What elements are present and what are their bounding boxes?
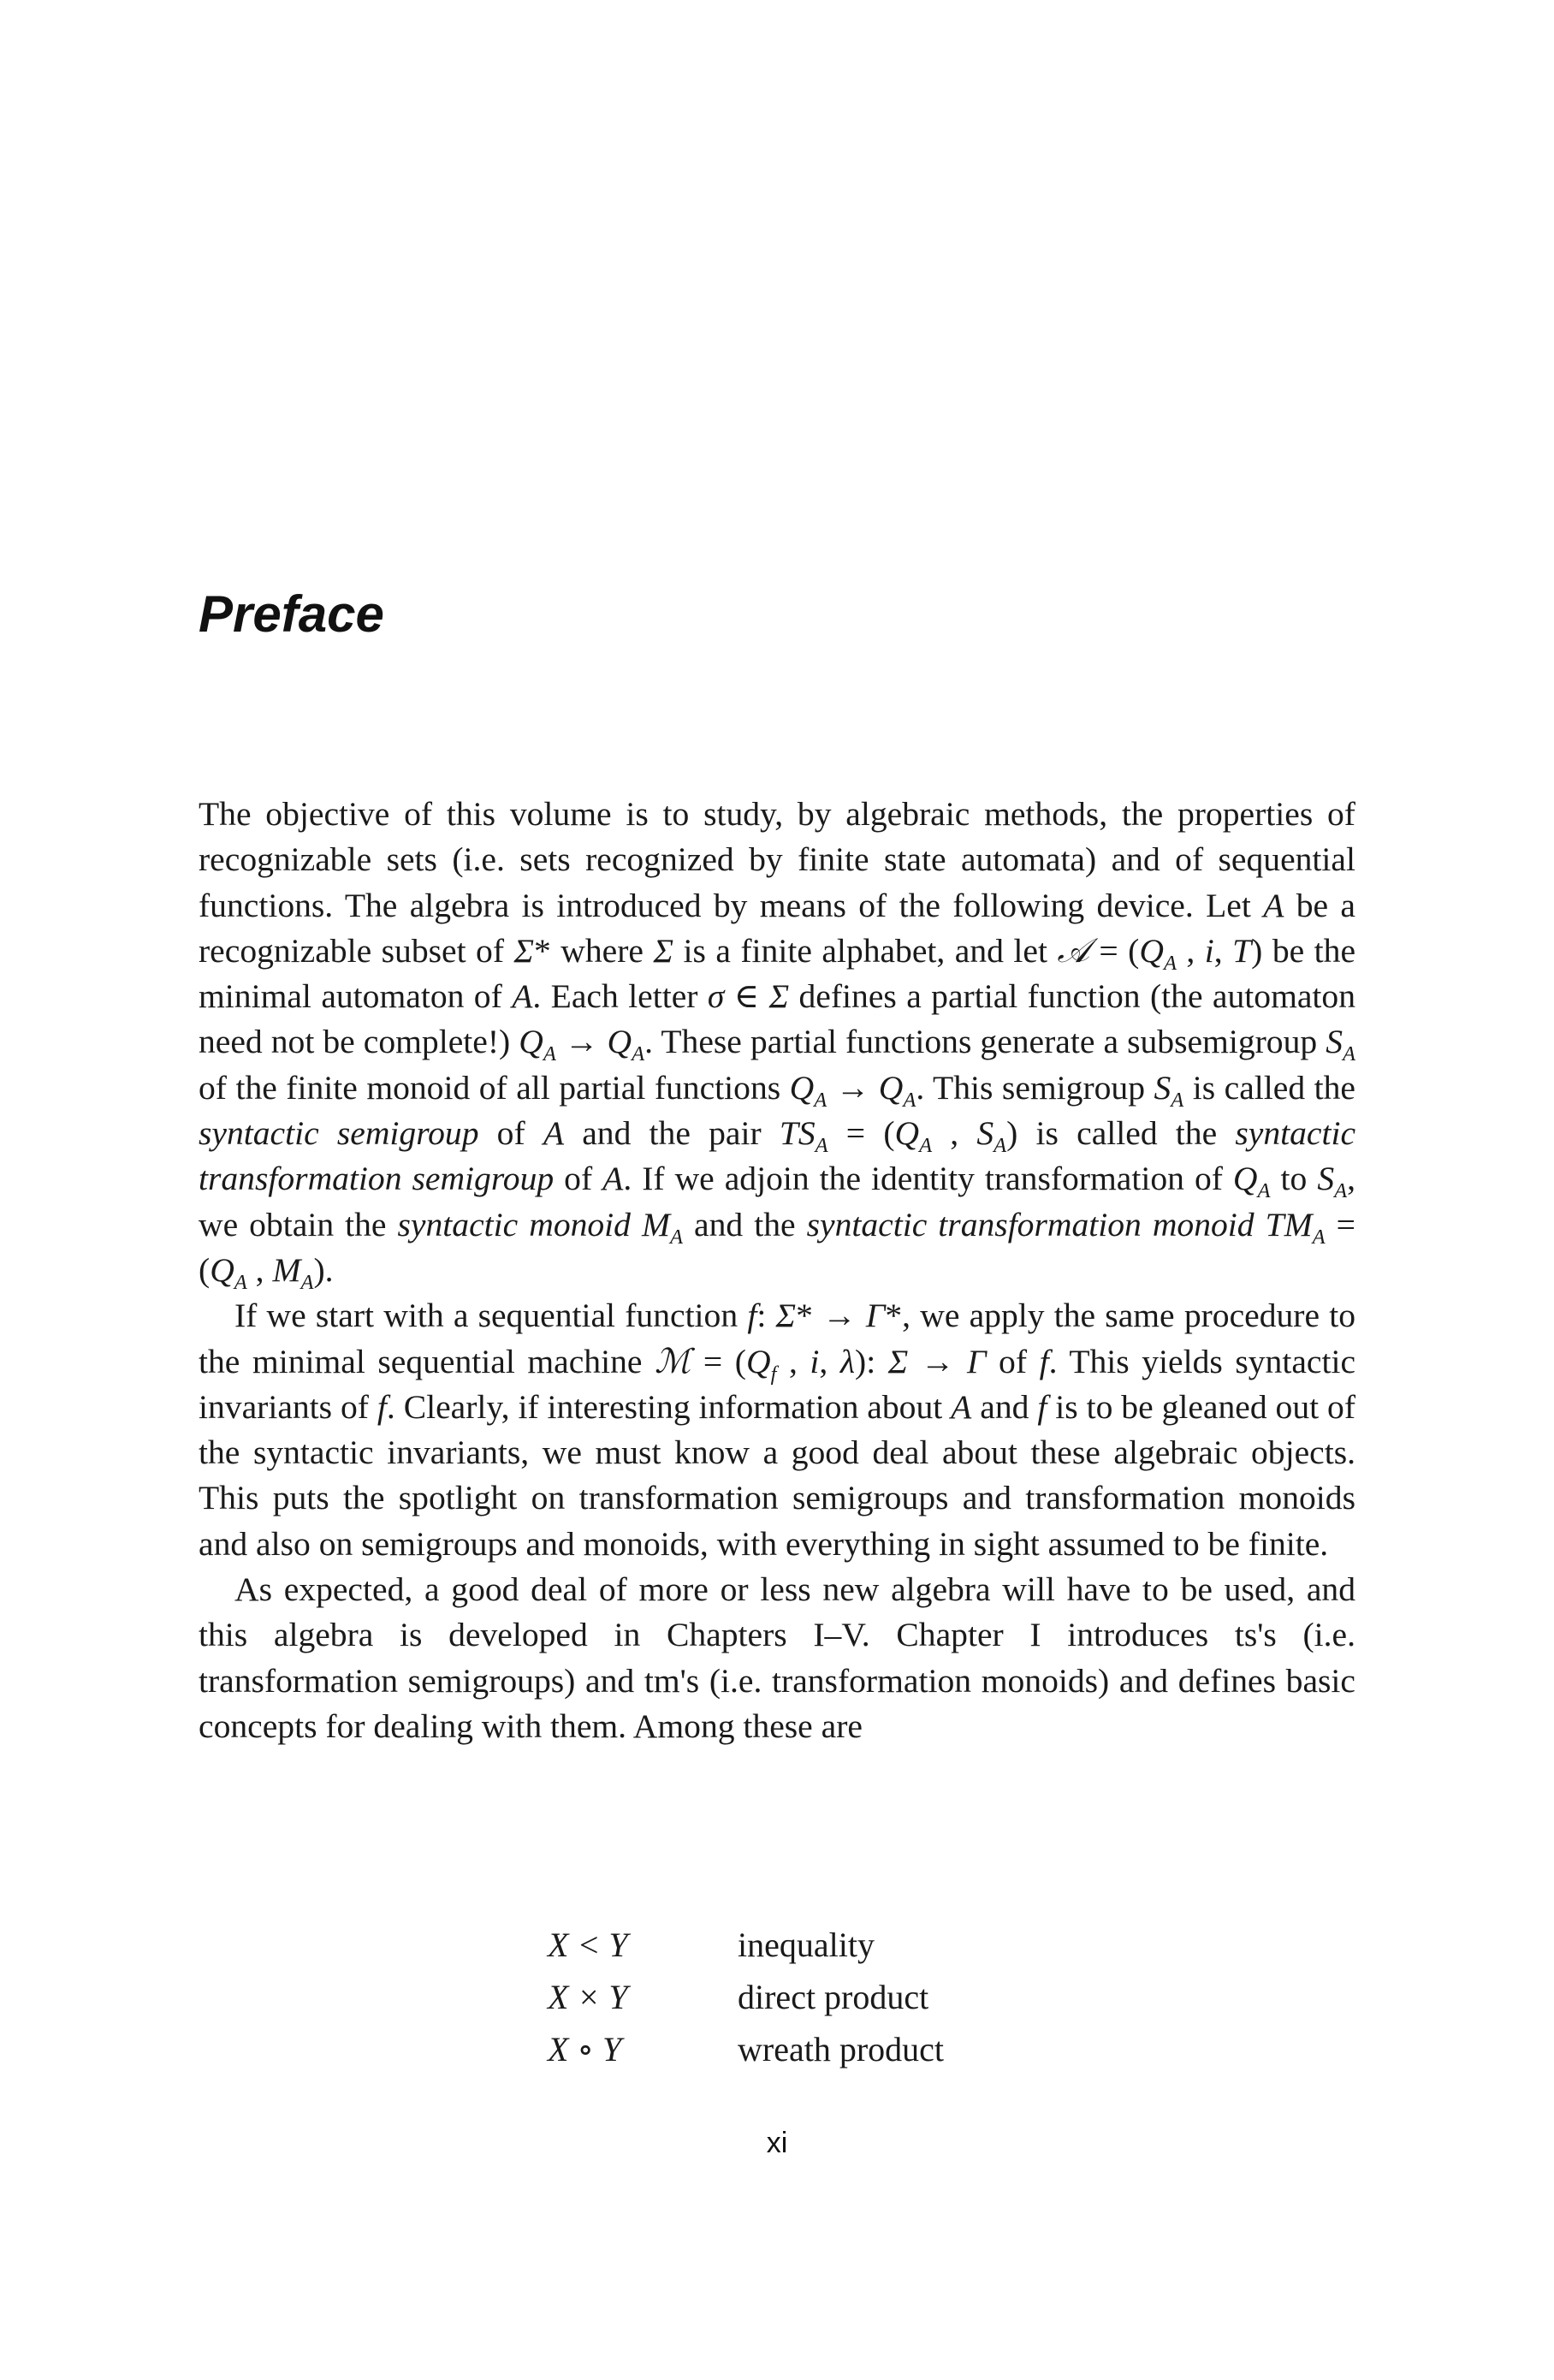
term-syntactic-tm: syntactic transformation monoid	[806, 1205, 1254, 1243]
operation-row	[548, 1971, 944, 2023]
operation-row	[548, 2023, 944, 2075]
operation-description: wreath product	[738, 2030, 945, 2068]
paragraph-2: If we start with a sequential function f: Σ* → Γ*, we apply the same procedure to the minimal sequential machine ℳ = ($Q_f$ , i, λ): Σ → Γ of f. This yields syntactic invariants of f. Clearly, if interesting information about A and f is to be gleaned out of the syntactic invariants, we must know a good deal about these algebraic objects. This puts the spotlight on transformation semigroups and transformation monoids and also on semigroups and monoids, with everything in sight assumed to be finite.	[199, 1297, 1356, 1563]
operation-description: inequality	[738, 1926, 875, 1964]
term-syntactic-ts: syntactic transformation semigroup	[199, 1114, 1356, 1198]
paragraph-3: As expected, a good deal of more or less new algebra will have to be used, and this algebra is developed in Chapters I–V. Chapter I introduces ts's (i.e. transformation semigroups) and tm's (i.e. transformation monoids) and defines basic concepts for dealing with them. Among these are	[199, 1570, 1355, 1745]
operation-description: direct product	[738, 1978, 929, 2016]
page-title: Preface	[199, 585, 384, 643]
body-text	[199, 792, 1355, 1749]
operation-row	[548, 1919, 944, 1971]
term-syntactic-monoid: syntactic monoid	[397, 1205, 631, 1243]
page-number: xi	[766, 2127, 788, 2159]
operation-expression: X < Y	[548, 1926, 628, 1964]
operation-expression: X ∘ Y	[548, 2030, 622, 2068]
operations-list	[548, 1919, 944, 2075]
operation-expression: X × Y	[548, 1978, 628, 2016]
paragraph-1: The objective of this volume is to study, by algebraic methods, the properties of recognizable sets (i.e. sets recognized by finite state automata) and of sequential functions. The algebra is introduced by means of the following device. Let A be a recognizable subset of Σ* where Σ is a finite alphabet, and let 𝒜 = ($Q_A$ , i, T) be the minimal automaton of A. Each letter σ ∈ Σ defines a partial function (the automaton need not be complete!) $Q_A \to Q_A$. These partial functions generate a subsemigroup $S_A$ of the finite monoid of all partial functions $Q_A \to Q_A$. This semigroup $S_A$ is called the syntactic semigroup of A and the pair $TS_A = (Q_A$ , $S_A$) is called the syntactic transformation semigroup of A. If we adjoin the identity transformation of $Q_A$ to $S_A$, we obtain the syntactic monoid $M_A$ and the syntactic transformation monoid $TM_A = (Q_A$ , $M_A$).	[199, 795, 1356, 1294]
term-syntactic-semigroup: syntactic semigroup	[199, 1114, 479, 1153]
